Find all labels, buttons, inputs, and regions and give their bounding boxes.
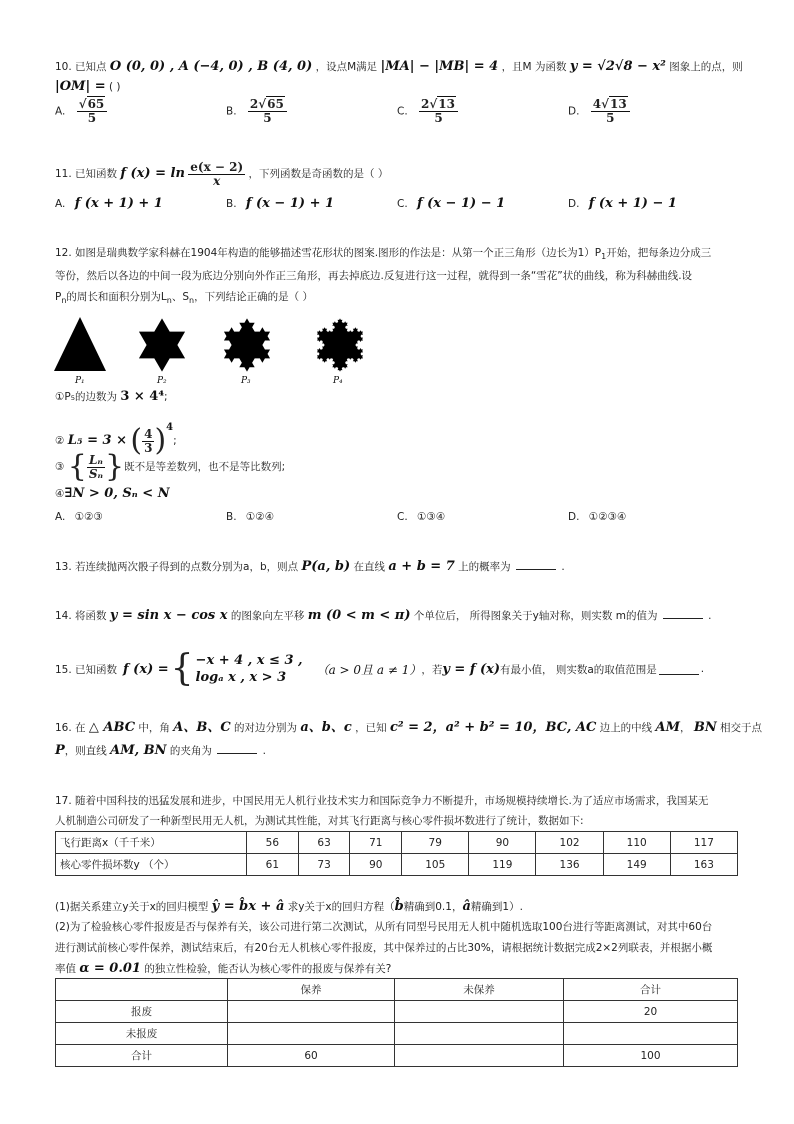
q12-text-1: 12. 如图是瑞典数学家科赫在1904年构造的能够描述雪花形状的图案.图形的作法是：从第一个正三角形（边长为1）P (55, 247, 602, 259)
q14-answer-blank[interactable] (663, 608, 703, 619)
q11-frac-num: e(x − 2) (190, 159, 244, 174)
q14-math-2: m (0 < m < π) (307, 608, 411, 623)
q12-text-3d: ，下列结论正确的是（ ） (194, 291, 313, 303)
q16-math-5: AM (655, 720, 680, 735)
coefficient: 4 (592, 97, 602, 111)
q10-option-a[interactable] (55, 98, 107, 125)
q16-stem (55, 721, 762, 735)
q17-part-2-line-2 (55, 941, 712, 955)
q15-math-2: y = f (x) (442, 661, 500, 677)
q10-text-a: 10. 已知点 (55, 61, 107, 73)
table-cell: 163 (670, 854, 737, 876)
option-text: ①②④ (245, 511, 275, 523)
statement-end: ; (164, 391, 168, 403)
table-cell: 90 (350, 854, 402, 876)
row-header: 报废 (56, 1001, 228, 1023)
q12-text-3c: 、S (171, 291, 190, 303)
koch-p2-shape (139, 318, 185, 371)
q15-cases (196, 652, 303, 686)
frac-den: 3 (144, 440, 153, 455)
q16-text-j: . (262, 745, 266, 757)
q16-text-e: 边上的中线 (599, 722, 653, 734)
left-brace: { (67, 449, 87, 484)
statement-math: 3 × 4⁴ (120, 389, 165, 404)
table-cell: 61 (247, 854, 299, 876)
denominator: 5 (248, 111, 287, 125)
q16-text-b: 中，角 (138, 722, 170, 734)
option-label: C. (397, 105, 408, 118)
option-text: ①②③ (74, 511, 103, 523)
q11-fraction (188, 161, 245, 188)
q11-fx: f (x) = ln (120, 166, 185, 181)
q11-text-a: 11. 已知函数 (55, 168, 118, 180)
q17-line-2 (55, 814, 584, 828)
left-brace: { (170, 648, 194, 689)
q15-case-2: logₐ x , x > 3 (195, 670, 287, 685)
header-cell: 保养 (228, 979, 395, 1001)
q12-sub-n2: n (166, 296, 172, 306)
table-row (56, 1023, 738, 1045)
option-label: A. (55, 511, 66, 523)
q17-part-2-line-1 (55, 920, 712, 934)
statement-text: ①P₅的边数为 (55, 391, 117, 403)
q16-math-4: c² = 2，a² + b² = 10，BC, AC (390, 720, 597, 735)
q16-text-h: ，则直线 (64, 745, 107, 757)
q12-line-2 (55, 269, 692, 283)
q12-sub-1: 1 (601, 252, 607, 262)
statement-text: ③ (55, 461, 65, 473)
q12-sub-n3: n (189, 296, 195, 306)
q15-stem (55, 650, 704, 688)
q12-statement-1 (55, 390, 168, 404)
q17-p1-text-a: (1)据关系建立y关于x的回归模型 (55, 901, 209, 913)
table-cell: 119 (469, 854, 536, 876)
q14-text-a: 14. 将函数 (55, 610, 107, 622)
coefficient: 2 (249, 97, 259, 111)
statement-text: ④ (55, 488, 65, 500)
q17-p1-math-a: â (462, 899, 471, 914)
q10-option-d[interactable] (568, 98, 630, 125)
q11-option-d[interactable] (568, 197, 677, 211)
q17-p2-text-3a: 率值 (55, 963, 76, 975)
frac-num: Lₙ (88, 452, 103, 467)
q12-text-3b: 的周长和面积分别为L (66, 291, 167, 303)
table-cell: 110 (603, 832, 670, 854)
statement-end: ; (173, 435, 177, 447)
table-cell: 63 (298, 832, 350, 854)
q15-text-b: ，若 (421, 663, 443, 676)
table-header-row (56, 979, 738, 1001)
q17-data-table (55, 831, 738, 876)
q10-stem (55, 60, 743, 74)
q17-contingency-table (55, 978, 738, 1067)
q12-line-1 (55, 246, 711, 264)
option-expr: f (x + 1) + 1 (74, 196, 163, 211)
p3-polygon (224, 318, 270, 371)
q10-points: O (0, 0) , A (−4, 0) , B (4, 0) (109, 59, 313, 74)
koch-p1-shape (54, 317, 106, 371)
option-fraction: $\frac{2√13}{5}$ (419, 98, 458, 125)
q15-answer-blank[interactable] (659, 664, 699, 675)
option-label: A. (55, 105, 66, 118)
q10-text-b: ，设点M满足 (315, 61, 378, 73)
q15-text-d: . (700, 663, 705, 675)
q13-text-c: 上的概率为 (458, 561, 511, 573)
q16-stem-2 (55, 743, 266, 758)
q16-text-i: 的夹角为 (169, 745, 212, 757)
option-label: B. (226, 105, 237, 118)
q13-text-d: . (561, 561, 565, 573)
q17-p1-math-b: b̂ (394, 899, 404, 914)
table-cell: 117 (670, 832, 737, 854)
q16-text-d: ，已知 (355, 722, 387, 734)
radicand: 65 (87, 97, 105, 111)
q16-math-1: △ ABC (88, 720, 136, 735)
q16-text-c: 的对边分别为 (234, 722, 298, 734)
q16-text-g: 相交于点 (720, 722, 763, 734)
p4-polygon (317, 318, 363, 371)
row-header: 合计 (56, 1045, 228, 1067)
q12-option-d[interactable] (568, 510, 626, 524)
q10-text-c: ，且M 为函数 (501, 61, 567, 73)
q12-text-1b: 开始，把每条边分成三 (606, 247, 712, 259)
q17-p1-math: ŷ = b̂x + â (211, 899, 285, 914)
koch-p4-shape (317, 318, 363, 371)
table-cell: 71 (350, 832, 402, 854)
koch-snowflake-figure (52, 305, 392, 385)
p2-polygon (139, 318, 185, 371)
radicand: 65 (267, 97, 284, 111)
header-cell: 合计 (564, 979, 738, 1001)
option-label: C. (397, 511, 408, 523)
option-label: D. (568, 105, 580, 118)
q14-text-c: 个单位后， 所得图象关于y轴对称，则实数 m的值为 (413, 610, 658, 622)
table-cell: 60 (228, 1045, 395, 1067)
q12-option-b[interactable] (226, 510, 274, 524)
q10-function: y = √2√8 − x² (569, 59, 666, 74)
option-label: D. (568, 198, 580, 210)
q13-math-1: P(a, b) (301, 559, 351, 574)
option-label: A. (55, 198, 66, 210)
q15-text-a: 15. 已知函数 (55, 663, 118, 676)
q12-statement-4 (55, 487, 170, 501)
q13-text-a: 13. 若连续抛两次骰子得到的点数分别为a，b，则点 (55, 561, 299, 573)
table-cell: 102 (536, 832, 603, 854)
option-fraction: $\frac{4√13}{5}$ (591, 98, 630, 125)
q16-text-f: ， (679, 722, 691, 734)
q11-frac-den: x (188, 174, 245, 188)
koch-label-p3: P₃ (241, 376, 251, 386)
q10-om: |OM| = (55, 79, 106, 94)
statement-fraction (87, 454, 105, 481)
q10-paren: ( ) (108, 81, 121, 93)
q13-answer-blank[interactable] (516, 559, 556, 570)
radicand: 13 (610, 97, 627, 111)
q11-option-c[interactable] (397, 197, 505, 211)
option-fraction: $\frac{√65}{5}$ (77, 98, 108, 125)
row-header: 未报废 (56, 1023, 228, 1045)
koch-label-p2: P₂ (157, 376, 167, 386)
statement-fraction (142, 428, 154, 455)
option-text: ①②③④ (588, 511, 627, 523)
q11-option-b[interactable] (226, 197, 334, 211)
q17-part-1 (55, 900, 523, 914)
q16-math-2: A、B、C (173, 720, 231, 735)
q17-p1-text-d: 精确到1）. (470, 901, 523, 913)
statement-end: 既不是等差数列，也不是等比数列; (124, 461, 286, 473)
q11-text-b: ，下列函数是奇函数的是（ ） (248, 168, 389, 180)
option-text: ①③④ (417, 511, 446, 523)
q12-text-2: 等份，然后以各边的中间一段为底边分别向外作正三角形，再去掉底边.反复进行这一过程，就得到一条“雪花”状的曲线，称为科赫曲线.设 (55, 270, 693, 282)
q13-stem (55, 559, 565, 574)
q17-p2-text-3b: 的独立性检验，能否认为核心零件的报废与保养有关? (144, 963, 392, 975)
table-row (56, 832, 738, 854)
table-cell: 136 (536, 854, 603, 876)
option-label: B. (226, 198, 237, 210)
right-brace: } (105, 449, 125, 484)
coefficient: 2 (421, 97, 430, 111)
q17-p2-text-1: (2)为了检验核心零件报废是否与保养有关，该公司进行第二次测试，从所有同型号民用无人机中随机选取100台进行等距离测试，对其中60台 (55, 921, 713, 933)
q10-condition: |MA| − |MB| = 4 (380, 59, 499, 74)
q14-text-d: . (708, 610, 712, 622)
q17-text-2: 人机制造公司研发了一种新型民用无人机，为测试其性能，对其飞行距离与核心零件损坏数进行了统计，数据如下: (55, 815, 584, 827)
table-row (56, 854, 738, 876)
exponent: 4 (166, 422, 174, 433)
q17-p2-math: α = 0.01 (79, 961, 141, 976)
table-cell: 105 (402, 854, 469, 876)
table-cell[interactable] (395, 1001, 564, 1023)
q10-option-b[interactable] (226, 98, 287, 125)
q10-stem-2 (55, 80, 120, 94)
table-cell[interactable] (564, 1023, 738, 1045)
table-cell: 56 (247, 832, 299, 854)
statement-math: ∃N > 0, Sₙ < N (64, 486, 170, 501)
q13-math-2: a + b = 7 (388, 559, 455, 574)
q13-text-b: 在直线 (353, 561, 385, 573)
q15-math-1: f (x) = (123, 661, 169, 677)
header-cell: 未保养 (395, 979, 564, 1001)
q17-p2-text-2: 进行测试前核心零件保养，测试结束后，有20台无人机核心零件报废，其中保养过的占比30%，请根据统计数据完成2×2列联表，并根据小概 (55, 942, 713, 954)
q17-line-1 (55, 794, 708, 808)
q15-case-1: −x + 4 , x ≤ 3 , (195, 653, 303, 668)
option-label: B. (226, 511, 237, 523)
right-paren: ) (154, 423, 167, 458)
table-row (56, 1001, 738, 1023)
q16-math-3: a、b、c (300, 720, 352, 735)
option-label: D. (568, 511, 580, 523)
q17-p1-text-b: 求y关于x的回归方程（ (287, 901, 395, 913)
header-cell (56, 979, 228, 1001)
q11-option-a[interactable] (55, 197, 163, 211)
table-cell: 149 (603, 854, 670, 876)
radicand: 13 (438, 97, 455, 111)
row-header: 飞行距离x（千千米） (56, 832, 247, 854)
option-expr: f (x − 1) + 1 (245, 196, 335, 211)
table-cell: 90 (469, 832, 536, 854)
q15-condition: （a > 0且 a ≠ 1） (316, 662, 422, 677)
q12-option-a[interactable] (55, 510, 103, 524)
table-cell[interactable] (395, 1045, 564, 1067)
denominator: 5 (591, 111, 630, 125)
q10-option-c[interactable] (397, 98, 458, 125)
table-cell: 20 (564, 1001, 738, 1023)
statement-text: ② (55, 435, 65, 447)
option-expr: f (x − 1) − 1 (417, 196, 506, 211)
q14-text-b: 的图象向左平移 (230, 610, 305, 622)
q16-text-a: 16. 在 (55, 722, 86, 734)
q17-p1-text-c: 精确到0.1， (403, 901, 463, 913)
koch-label-p4: P₄ (333, 376, 343, 386)
denominator: 5 (77, 111, 108, 125)
q12-text-3a: P (55, 291, 62, 303)
left-paren: ( (130, 423, 143, 458)
q17-text-1: 17. 随着中国科技的迅猛发展和进步，中国民用无人机行业技术实力和国际竞争力不断提升，市场规模持续增长.为了适应市场需求，我国某无 (55, 795, 709, 807)
q11-stem (55, 160, 388, 188)
option-label: C. (397, 198, 408, 210)
koch-label-p1: P₁ (75, 376, 85, 386)
table-cell: 73 (298, 854, 350, 876)
q12-sub-n: n (61, 296, 67, 306)
q16-answer-blank[interactable] (217, 743, 257, 754)
frac-den: Sₙ (88, 466, 104, 481)
row-header: 核心零件损坏数y （个） (56, 854, 247, 876)
option-fraction: $\frac{2√65}{5}$ (248, 98, 287, 125)
table-cell[interactable] (228, 1023, 395, 1045)
table-cell[interactable] (395, 1023, 564, 1045)
table-cell: 100 (564, 1045, 738, 1067)
koch-p3-shape (224, 318, 270, 371)
q12-statement-3 (55, 449, 286, 484)
q14-math-1: y = sin x − cos x (109, 608, 228, 623)
denominator: 5 (419, 111, 458, 125)
q16-math-7: P (55, 743, 65, 758)
option-expr: f (x + 1) − 1 (588, 196, 677, 211)
frac-num: 4 (144, 426, 153, 441)
q16-math-6: BN (693, 720, 717, 735)
statement-math: L₅ = 3 × (67, 433, 128, 448)
q10-text-d: 图象上的点，则 (669, 61, 743, 73)
table-row (56, 1045, 738, 1067)
q17-part-2-line-3 (55, 962, 391, 976)
q16-math-8: AM, BN (110, 743, 167, 758)
q15-text-c: 有最小值， 则实数a的取值范围是 (500, 663, 657, 676)
table-cell: 79 (402, 832, 469, 854)
table-cell[interactable] (228, 1001, 395, 1023)
q14-stem (55, 608, 711, 623)
q12-option-c[interactable] (397, 510, 445, 524)
